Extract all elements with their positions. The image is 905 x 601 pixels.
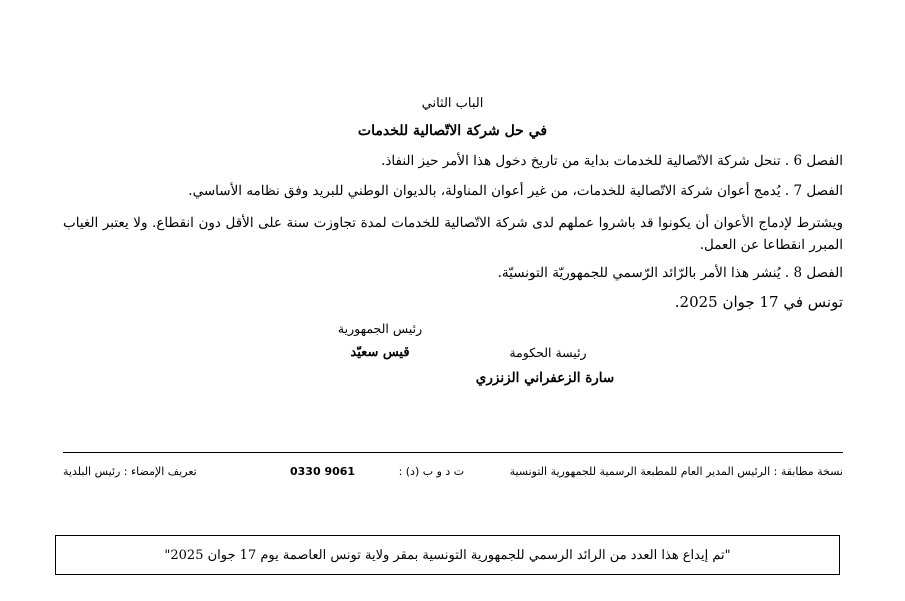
footer-registration-label: ت د و ب (د) :: [398, 465, 465, 478]
footer-signature-identification: تعريف الإمضاء : رئيس البلدية: [63, 465, 197, 478]
deposit-notice: "تم إيداع هذا العدد من الرائد الرسمي للجمهورية التونسية بمقر ولاية تونس العاصمة يوم 17 جوان 2025": [164, 547, 731, 563]
footer-divider: [63, 452, 843, 453]
date-line: تونس في 17 جوان 2025.: [674, 293, 843, 311]
article-6: الفصل 6 . تنحل شركة الاتّصالية للخدمات بداية من تاريخ دخول هذا الأمر حيز النفاذ.: [381, 153, 843, 169]
prime-minister-title: رئيسة الحكومة: [509, 345, 587, 360]
article-7: الفصل 7 . يُدمج أعوان شركة الاتّصالية للخدمات، من غير أعوان المناولة، بالديوان الوطني للبريد وفق نظامه الأساسي.: [188, 183, 843, 199]
deposit-notice-box: [55, 535, 840, 575]
footer-registration: [290, 465, 464, 478]
prime-minister-name: سارة الزعفراني الزنزري: [475, 370, 615, 386]
footer-registration-number: 0330 9061: [290, 465, 356, 478]
article-8: الفصل 8 . يُنشر هذا الأمر بالرّائد الرّسمي للجمهوريّة التونسيّة.: [497, 265, 843, 281]
president-name: قيس سعيّد: [350, 345, 410, 360]
article-7-condition: ويشترط لإدماج الأعوان أن يكونوا قد باشروا عملهم لدى شركة الاتّصالية للخدمات لمدة تجاوزت سنة على الأقل دون انقطاع. ولا يعتبر الغياب المبرر انقطاعا عن العمل.: [63, 215, 843, 253]
president-title: رئيس الجمهورية: [337, 321, 423, 336]
chapter-heading: الباب الثاني: [421, 96, 484, 111]
chapter-subheading: في حل شركة الاتّصالية للخدمات: [357, 123, 548, 139]
footer-certified-copy: نسخة مطابقة : الرئيس المدير العام للمطبعة الرسمية للجمهورية التونسية: [509, 465, 843, 478]
